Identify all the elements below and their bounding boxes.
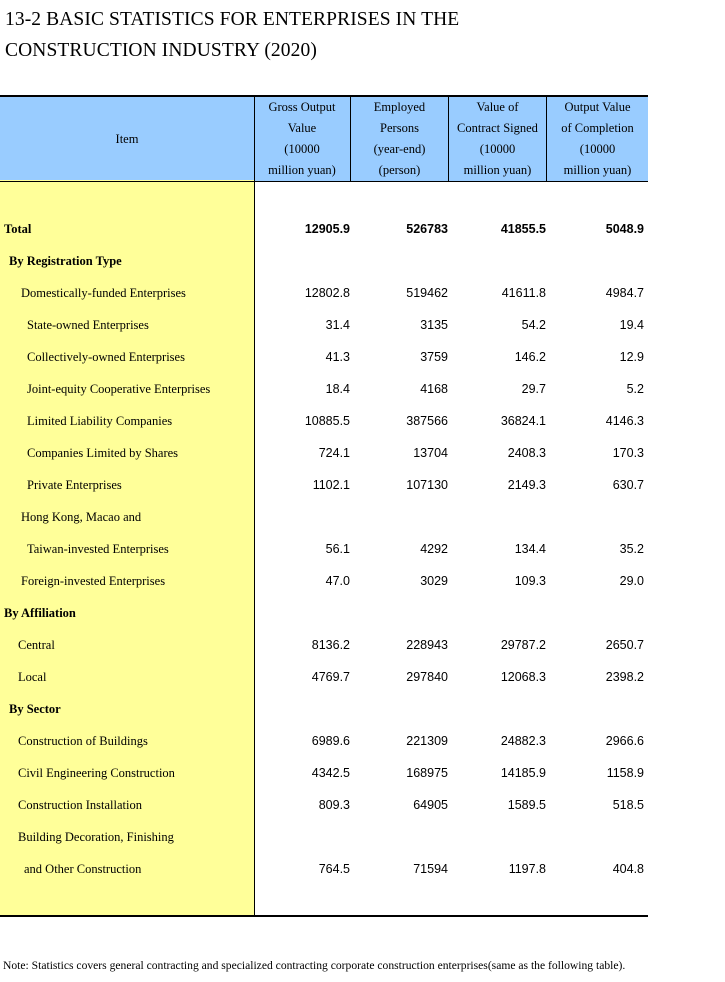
row-value: 6989.6 [311, 734, 350, 748]
row-value: 2650.7 [605, 638, 644, 652]
row-value: 2398.2 [605, 670, 644, 684]
row-label: Limited Liability Companies [27, 414, 173, 428]
table-row [0, 597, 648, 629]
row-value: 29.0 [619, 574, 644, 588]
table-bottom-rule [0, 915, 648, 917]
row-value: 1197.8 [508, 862, 546, 876]
row-label: Civil Engineering Construction [18, 766, 175, 780]
row-value: 518.5 [612, 798, 644, 812]
row-value: 10885.5 [304, 414, 350, 428]
row-value: 297840 [406, 670, 448, 684]
header-bottom-rule [0, 181, 648, 182]
row-label: Construction of Buildings [18, 734, 148, 748]
row-label: Construction Installation [18, 798, 142, 812]
row-label: and Other Construction [24, 862, 142, 876]
row-value: 4984.7 [605, 286, 644, 300]
row-value: 14185.9 [500, 766, 546, 780]
row-value: 29.7 [521, 382, 546, 396]
row-value: 1158.9 [606, 766, 644, 780]
row-value [547, 693, 644, 725]
row-value [351, 597, 448, 629]
row-value: 4168 [420, 382, 448, 396]
header-text: Employed [373, 100, 426, 114]
header-text: (10000 [479, 142, 516, 156]
row-value: 109.3 [514, 574, 546, 588]
row-label: Private Enterprises [27, 478, 122, 492]
row-value: 8136.2 [311, 638, 350, 652]
row-value [254, 693, 350, 725]
header-text: Value of [476, 100, 519, 114]
header-text: (year-end) [373, 142, 426, 156]
row-value: 134.4 [514, 542, 546, 556]
row-value [351, 501, 448, 533]
row-value [547, 821, 644, 853]
header-text: (10000 [284, 142, 320, 156]
row-value: 41855.5 [500, 222, 546, 236]
row-value: 2149.3 [507, 478, 546, 492]
row-label: By Affiliation [4, 606, 76, 620]
row-value [547, 597, 644, 629]
row-value: 2966.6 [605, 734, 644, 748]
row-value: 41611.8 [501, 286, 546, 300]
row-value: 54.2 [521, 318, 546, 332]
row-label: Taiwan-invested Enterprises [27, 542, 169, 556]
row-label: Companies Limited by Shares [27, 446, 179, 460]
row-value: 12.9 [619, 350, 644, 364]
header-text: (person) [378, 163, 421, 177]
header-text: million yuan) [268, 163, 336, 177]
table-row [0, 693, 648, 725]
table-row [0, 213, 648, 245]
row-value: 29787.2 [500, 638, 546, 652]
table-row [0, 533, 648, 565]
row-value [449, 821, 546, 853]
row-value: 13704 [413, 446, 448, 460]
row-value [351, 821, 448, 853]
title-line-1: 13-2 BASIC STATISTICS FOR ENTERPRISES IN THE [5, 9, 460, 30]
row-value: 4146.3 [605, 414, 644, 428]
row-value [351, 693, 448, 725]
row-label: Foreign-invested Enterprises [21, 574, 166, 588]
row-value: 19.4 [619, 318, 644, 332]
row-value: 35.2 [619, 542, 644, 556]
row-value [449, 245, 546, 277]
row-value: 3135 [420, 318, 448, 332]
row-value: 24882.3 [500, 734, 546, 748]
table-row [0, 789, 648, 821]
row-value [449, 501, 546, 533]
row-value: 47.0 [325, 574, 350, 588]
header-employed-persons [351, 97, 448, 181]
row-label: Total [4, 222, 32, 236]
row-value: 3029 [420, 574, 448, 588]
row-value: 1102.1 [312, 478, 350, 492]
table-row [0, 277, 648, 309]
table-row [0, 309, 648, 341]
table-row [0, 629, 648, 661]
row-value: 5048.9 [605, 222, 644, 236]
row-value: 4769.7 [311, 670, 350, 684]
row-label: Central [18, 638, 55, 652]
row-value: 221309 [406, 734, 448, 748]
row-value: 809.3 [318, 798, 350, 812]
header-item: Item [115, 131, 139, 146]
row-value: 1589.5 [507, 798, 546, 812]
table-row [0, 565, 648, 597]
row-value: 519462 [406, 286, 448, 300]
header-text: Output Value [564, 100, 631, 114]
row-value: 168975 [406, 766, 448, 780]
row-value: 18.4 [325, 382, 350, 396]
row-value: 12068.3 [500, 670, 546, 684]
row-value [254, 245, 350, 277]
row-label: By Registration Type [9, 254, 122, 268]
row-value [449, 597, 546, 629]
row-value: 12905.9 [304, 222, 350, 236]
row-label: State-owned Enterprises [27, 318, 149, 332]
footnote: Note: Statistics covers general contracting and specialized contracting corporate construction enterprises(same as the following table). [3, 959, 626, 972]
header-text: of Completion [561, 121, 634, 135]
header-output-value-of-completion [547, 97, 648, 181]
header-text: Contract Signed [457, 121, 538, 135]
header-gross-output-value [254, 97, 350, 181]
row-label: By Sector [9, 702, 61, 716]
header-text: Persons [380, 121, 419, 135]
row-label: Local [18, 670, 47, 684]
header-text: million yuan) [563, 163, 632, 177]
table-title [5, 4, 705, 66]
row-value: 526783 [406, 222, 448, 236]
title-line-2: CONSTRUCTION INDUSTRY (2020) [5, 40, 317, 61]
row-label: Building Decoration, Finishing [18, 830, 174, 844]
row-value: 12802.8 [304, 286, 350, 300]
row-value [254, 501, 350, 533]
row-value: 146.2 [514, 350, 546, 364]
table-row [0, 725, 648, 757]
row-value [547, 501, 644, 533]
header-text: million yuan) [463, 163, 532, 177]
table-row [0, 501, 648, 533]
row-value: 71594 [413, 862, 448, 876]
row-value: 31.4 [325, 318, 350, 332]
row-value: 630.7 [612, 478, 644, 492]
table-row [0, 373, 648, 405]
row-value [254, 821, 350, 853]
row-value [449, 693, 546, 725]
statistics-table [0, 95, 648, 917]
row-value: 724.1 [318, 446, 350, 460]
row-value: 764.5 [318, 862, 350, 876]
row-value: 387566 [406, 414, 448, 428]
row-value [547, 245, 644, 277]
row-label: Hong Kong, Macao and [21, 510, 142, 524]
row-value: 5.2 [626, 382, 644, 396]
row-value: 2408.3 [507, 446, 546, 460]
table-row [0, 757, 648, 789]
row-label: Collectively-owned Enterprises [27, 350, 185, 364]
header-value-of-contract-signed [449, 97, 546, 181]
table-row [0, 853, 648, 885]
table-row [0, 661, 648, 693]
header-text: Gross Output [268, 100, 336, 114]
row-value: 3759 [420, 350, 448, 364]
row-label: Joint-equity Cooperative Enterprises [27, 382, 211, 396]
row-value: 404.8 [612, 862, 644, 876]
row-value [254, 597, 350, 629]
row-value: 107130 [406, 478, 448, 492]
row-value: 36824.1 [500, 414, 546, 428]
table-row [0, 437, 648, 469]
table-row [0, 821, 648, 853]
row-value [351, 245, 448, 277]
row-value: 170.3 [612, 446, 644, 460]
table-row [0, 405, 648, 437]
row-value: 4342.5 [311, 766, 350, 780]
table-row [0, 341, 648, 373]
table-row [0, 245, 648, 277]
row-value: 56.1 [325, 542, 350, 556]
row-value: 64905 [413, 798, 448, 812]
row-value: 4292 [420, 542, 448, 556]
header-text: (10000 [579, 142, 616, 156]
row-label: Domestically-funded Enterprises [21, 286, 186, 300]
header-text: Value [287, 121, 317, 135]
row-value: 41.3 [325, 350, 350, 364]
table-row [0, 469, 648, 501]
row-value: 228943 [406, 638, 448, 652]
